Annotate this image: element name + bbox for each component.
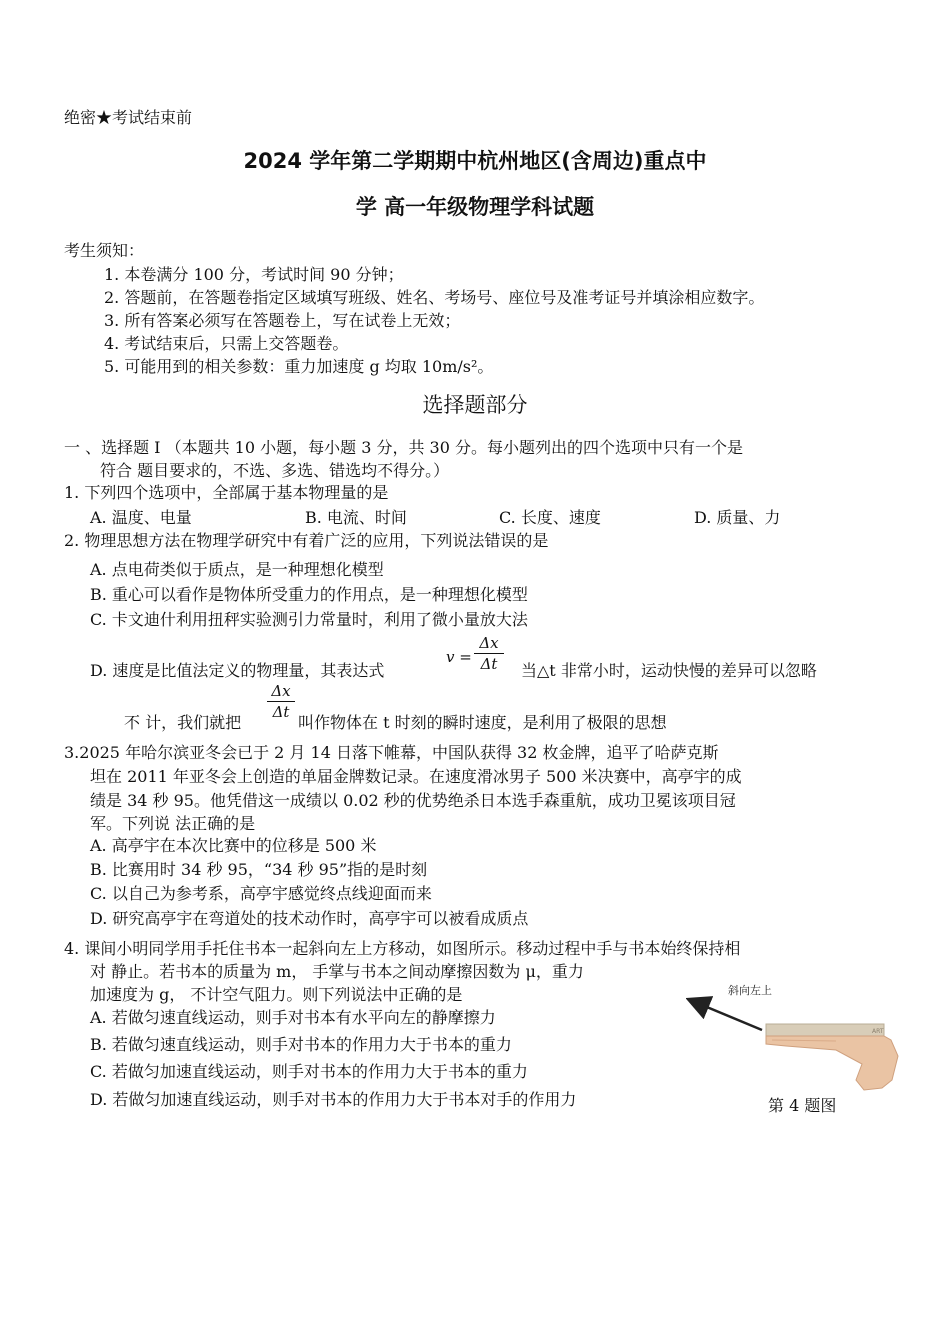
q3-option-a: A. 高亭宇在本次比赛中的位移是 500 米 <box>90 836 377 855</box>
notice-item: 3. 所有答案必须写在答题卷上，写在试卷上无效； <box>104 311 461 330</box>
q1-option-c: C. 长度、速度 <box>499 508 601 527</box>
q2-option-d: D. 速度是比值法定义的物理量，其表达式 <box>90 661 385 680</box>
book-cover-text: ART <box>872 1028 884 1035</box>
q4-option-b: B. 若做匀速直线运动，则手对书本的作用力大于书本的重力 <box>90 1035 512 1054</box>
limit-denominator: Δt <box>272 703 290 721</box>
formula-numerator: Δx <box>479 634 499 652</box>
q2-stem: 2. 物理思想方法在物理学研究中有着广泛的应用，下列说法错误的是 <box>64 531 549 550</box>
q2-option-d-suffix: 当△t 非常小时，运动快慢的差异可以忽略 <box>521 661 817 680</box>
confidential-mark: 绝密★考试结束前 <box>64 108 193 127</box>
limit-numerator: Δx <box>271 682 291 700</box>
section-title: 选择题部分 <box>422 393 528 417</box>
exam-title-line1: 2024 学年第二学期期中杭州地区(含周边)重点中 <box>243 149 707 173</box>
notice-heading: 考生须知： <box>64 241 145 260</box>
q4-stem-line: 对 静止。若书本的质量为 m， 手掌与书本之间动摩擦因数为 μ，重力 <box>90 962 584 981</box>
hand-icon <box>766 1036 898 1090</box>
q3-stem-line: 坦在 2011 年亚冬会上创造的单届金牌数记录。在速度滑冰男子 500 米决赛中，高亭宇的成 <box>90 767 742 786</box>
book-icon <box>766 1024 884 1036</box>
limit-fraction <box>267 682 295 721</box>
arrow-label: 斜向左上 <box>728 984 772 997</box>
exam-title-line2: 学 高一年级物理学科试题 <box>355 195 595 219</box>
q1-option-d: D. 质量、力 <box>694 508 781 527</box>
velocity-formula-fraction <box>474 634 504 673</box>
q4-option-c: C. 若做匀加速直线运动，则手对书本的作用力大于书本的重力 <box>90 1062 528 1081</box>
q1-stem: 1. 下列四个选项中，全部属于基本物理量的是 <box>64 483 389 502</box>
formula-denominator: Δt <box>480 655 498 673</box>
q4-option-a: A. 若做匀速直线运动，则手对书本有水平向左的静摩擦力 <box>90 1008 496 1027</box>
q3-stem-line: 3.2025 年哈尔滨亚冬会已于 2 月 14 日落下帷幕，中国队获得 32 枚金牌，追平了哈萨克斯 <box>64 743 719 762</box>
q3-option-c: C. 以自己为参考系，高亭宇感觉终点线迎面而来 <box>90 884 432 903</box>
q2-option-a: A. 点电荷类似于质点，是一种理想化模型 <box>90 560 384 579</box>
notice-item: 4. 考试结束后，只需上交答题卷。 <box>104 334 349 353</box>
q4-option-d: D. 若做匀加速直线运动，则手对书本的作用力大于书本对手的作用力 <box>90 1090 577 1109</box>
q1-option-b: B. 电流、时间 <box>305 508 407 527</box>
notice-item: 1. 本卷满分 100 分，考试时间 90 分钟； <box>104 265 404 284</box>
q2-option-d-line2: 不 计，我们就把 <box>124 713 242 732</box>
figure-caption: 第 4 题图 <box>768 1096 837 1115</box>
q3-stem-line: 军。下列说 法正确的是 <box>90 814 256 833</box>
q2-option-d-line2-suffix: 叫作物体在 t 时刻的瞬时速度，是利用了极限的思想 <box>298 713 667 732</box>
q4-stem-line: 4. 课间小明同学用手托住书本一起斜向左上方移动，如图所示。移动过程中手与书本始终保持相 <box>64 939 741 958</box>
q4-stem-line: 加速度为 g， 不计空气阻力。则下列说法中正确的是 <box>90 985 463 1004</box>
part-one-instruction: 一 、选择题 I （本题共 10 小题，每小题 3 分，共 30 分。每小题列出的四个选项中只有一个是 <box>64 438 743 457</box>
notice-item: 5. 可能用到的相关参数：重力加速度 g 均取 10m/s²。 <box>104 357 494 376</box>
q3-option-b: B. 比赛用时 34 秒 95，“34 秒 95”指的是时刻 <box>90 860 428 879</box>
q2-option-c: C. 卡文迪什利用扭秤实验测引力常量时，利用了微小量放大法 <box>90 610 528 629</box>
q3-option-d: D. 研究高亭宇在弯道处的技术动作时，高亭宇可以被看成质点 <box>90 909 529 928</box>
q3-stem-line: 绩是 34 秒 95。他凭借这一成绩以 0.02 秒的优势绝杀日本选手森重航，成功卫冕该项目冠 <box>90 791 736 810</box>
notice-item: 2. 答题前，在答题卷指定区域填写班级、姓名、考场号、座位号及准考证号并填涂相应数字。 <box>104 288 765 307</box>
q4-figure-hand-book <box>686 984 916 1096</box>
part-one-instruction-cont: 符合 题目要求的，不选、多选、错选均不得分。） <box>100 461 450 480</box>
q1-option-a: A. 温度、电量 <box>90 508 192 527</box>
motion-direction-arrow <box>690 1000 762 1030</box>
q2-option-b: B. 重心可以看作是物体所受重力的作用点，是一种理想化模型 <box>90 585 528 604</box>
velocity-formula-lhs: v = <box>446 648 472 666</box>
